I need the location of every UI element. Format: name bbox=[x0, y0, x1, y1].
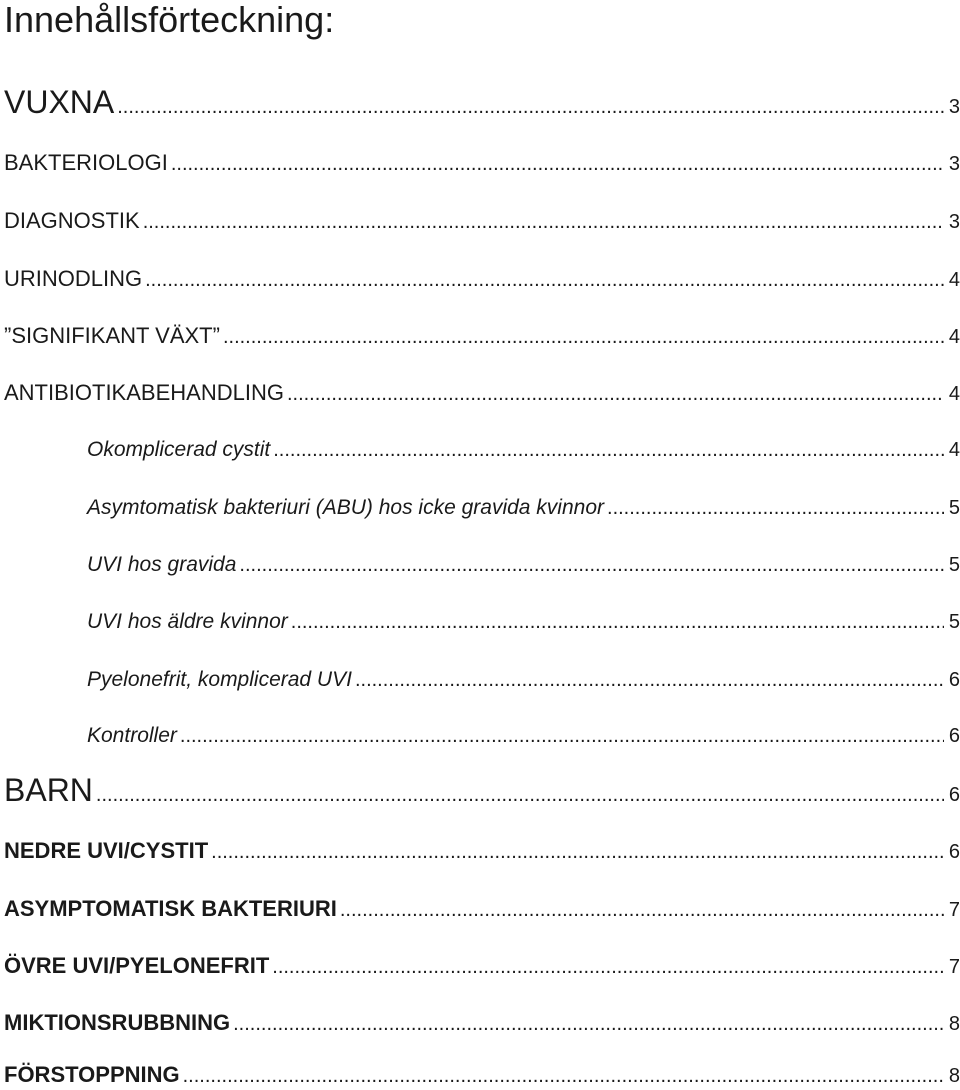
toc-entry-pyelonefrit[interactable] bbox=[87, 668, 960, 692]
toc-label: MIKTIONSRUBBNING bbox=[4, 1010, 231, 1035]
dot-leader bbox=[223, 326, 944, 349]
toc-label: UVI hos gravida bbox=[87, 553, 237, 576]
toc-page-number: 6 bbox=[948, 669, 960, 691]
toc-label: VUXNA bbox=[4, 84, 115, 120]
toc-entry-vuxna[interactable] bbox=[4, 84, 960, 121]
dot-leader bbox=[239, 554, 944, 577]
toc-entry-barn[interactable] bbox=[4, 772, 960, 809]
toc-label: ASYMPTOMATISK BAKTERIURI bbox=[4, 896, 337, 921]
toc-entry-okomplicerad-cystit[interactable] bbox=[87, 438, 960, 462]
toc-entry-forstoppning[interactable] bbox=[4, 1062, 960, 1088]
toc-label: Asymtomatisk bakteriuri (ABU) hos icke gravida kvinnor bbox=[87, 496, 605, 519]
toc-page-number: 5 bbox=[948, 611, 960, 633]
toc-page-number: 8 bbox=[948, 1065, 960, 1087]
toc-label: Pyelonefrit, komplicerad UVI bbox=[87, 668, 352, 691]
toc-label: FÖRSTOPPNING bbox=[4, 1062, 180, 1087]
toc-entry-asymptomatisk-bakteriuri[interactable] bbox=[4, 896, 960, 922]
dot-leader bbox=[211, 841, 944, 864]
toc-page-number: 5 bbox=[948, 554, 960, 576]
dot-leader bbox=[287, 383, 944, 406]
toc-entry-abu[interactable] bbox=[87, 496, 960, 520]
dot-leader bbox=[273, 439, 944, 462]
dot-leader bbox=[96, 784, 944, 807]
toc-entry-ovre-uvi-pyelonefrit[interactable] bbox=[4, 953, 960, 979]
toc-entry-uvi-aldre-kvinnor[interactable] bbox=[87, 610, 960, 634]
toc-page-number: 3 bbox=[948, 153, 960, 175]
toc-entry-antibiotikabehandling[interactable] bbox=[4, 380, 960, 406]
toc-page-number: 6 bbox=[948, 784, 960, 806]
dot-leader bbox=[233, 1013, 944, 1036]
toc-entry-bakteriologi[interactable] bbox=[4, 150, 960, 176]
toc-label: URINODLING bbox=[4, 266, 143, 291]
dot-leader bbox=[117, 96, 944, 119]
toc-label: ANTIBIOTIKABEHANDLING bbox=[4, 380, 284, 405]
toc-page-number: 3 bbox=[948, 211, 960, 233]
toc-label: Kontroller bbox=[87, 724, 177, 747]
toc-page-number: 6 bbox=[948, 841, 960, 863]
dot-leader bbox=[145, 269, 944, 292]
page-title: Innehållsförteckning: bbox=[4, 0, 335, 40]
toc-page-number: 6 bbox=[948, 725, 960, 747]
dot-leader bbox=[171, 153, 944, 176]
toc-label: BAKTERIOLOGI bbox=[4, 150, 168, 175]
toc-page-number: 4 bbox=[948, 383, 960, 405]
toc-page-number: 7 bbox=[948, 956, 960, 978]
dot-leader bbox=[180, 725, 944, 748]
toc-entry-diagnostik[interactable] bbox=[4, 208, 960, 234]
dot-leader bbox=[291, 611, 944, 634]
dot-leader bbox=[272, 956, 944, 979]
dot-leader bbox=[355, 669, 944, 692]
toc-label: UVI hos äldre kvinnor bbox=[87, 610, 288, 633]
toc-label: ”SIGNIFIKANT VÄXT” bbox=[4, 323, 220, 348]
toc-entry-nedre-uvi-cystit[interactable] bbox=[4, 838, 960, 864]
toc-page-number: 8 bbox=[948, 1013, 960, 1035]
toc-entry-kontroller[interactable] bbox=[87, 724, 960, 748]
toc-page-number: 3 bbox=[948, 96, 960, 118]
dot-leader bbox=[183, 1065, 944, 1088]
dot-leader bbox=[607, 497, 944, 520]
toc-label: NEDRE UVI/CYSTIT bbox=[4, 838, 209, 863]
dot-leader bbox=[143, 211, 944, 234]
toc-page-number: 5 bbox=[948, 497, 960, 519]
toc-label: ÖVRE UVI/PYELONEFRIT bbox=[4, 953, 270, 978]
toc-entry-uvi-gravida[interactable] bbox=[87, 553, 960, 577]
toc-label: DIAGNOSTIK bbox=[4, 208, 140, 233]
toc-label: BARN bbox=[4, 772, 93, 808]
toc-label: Okomplicerad cystit bbox=[87, 438, 271, 461]
dot-leader bbox=[340, 899, 944, 922]
toc-page-number: 4 bbox=[948, 439, 960, 461]
toc-page-number: 7 bbox=[948, 899, 960, 921]
toc-entry-signifikant-vaxt[interactable] bbox=[4, 323, 960, 349]
toc-entry-miktionsrubbning[interactable] bbox=[4, 1010, 960, 1036]
toc-entry-urinodling[interactable] bbox=[4, 266, 960, 292]
toc-page-number: 4 bbox=[948, 326, 960, 348]
toc-page-number: 4 bbox=[948, 269, 960, 291]
